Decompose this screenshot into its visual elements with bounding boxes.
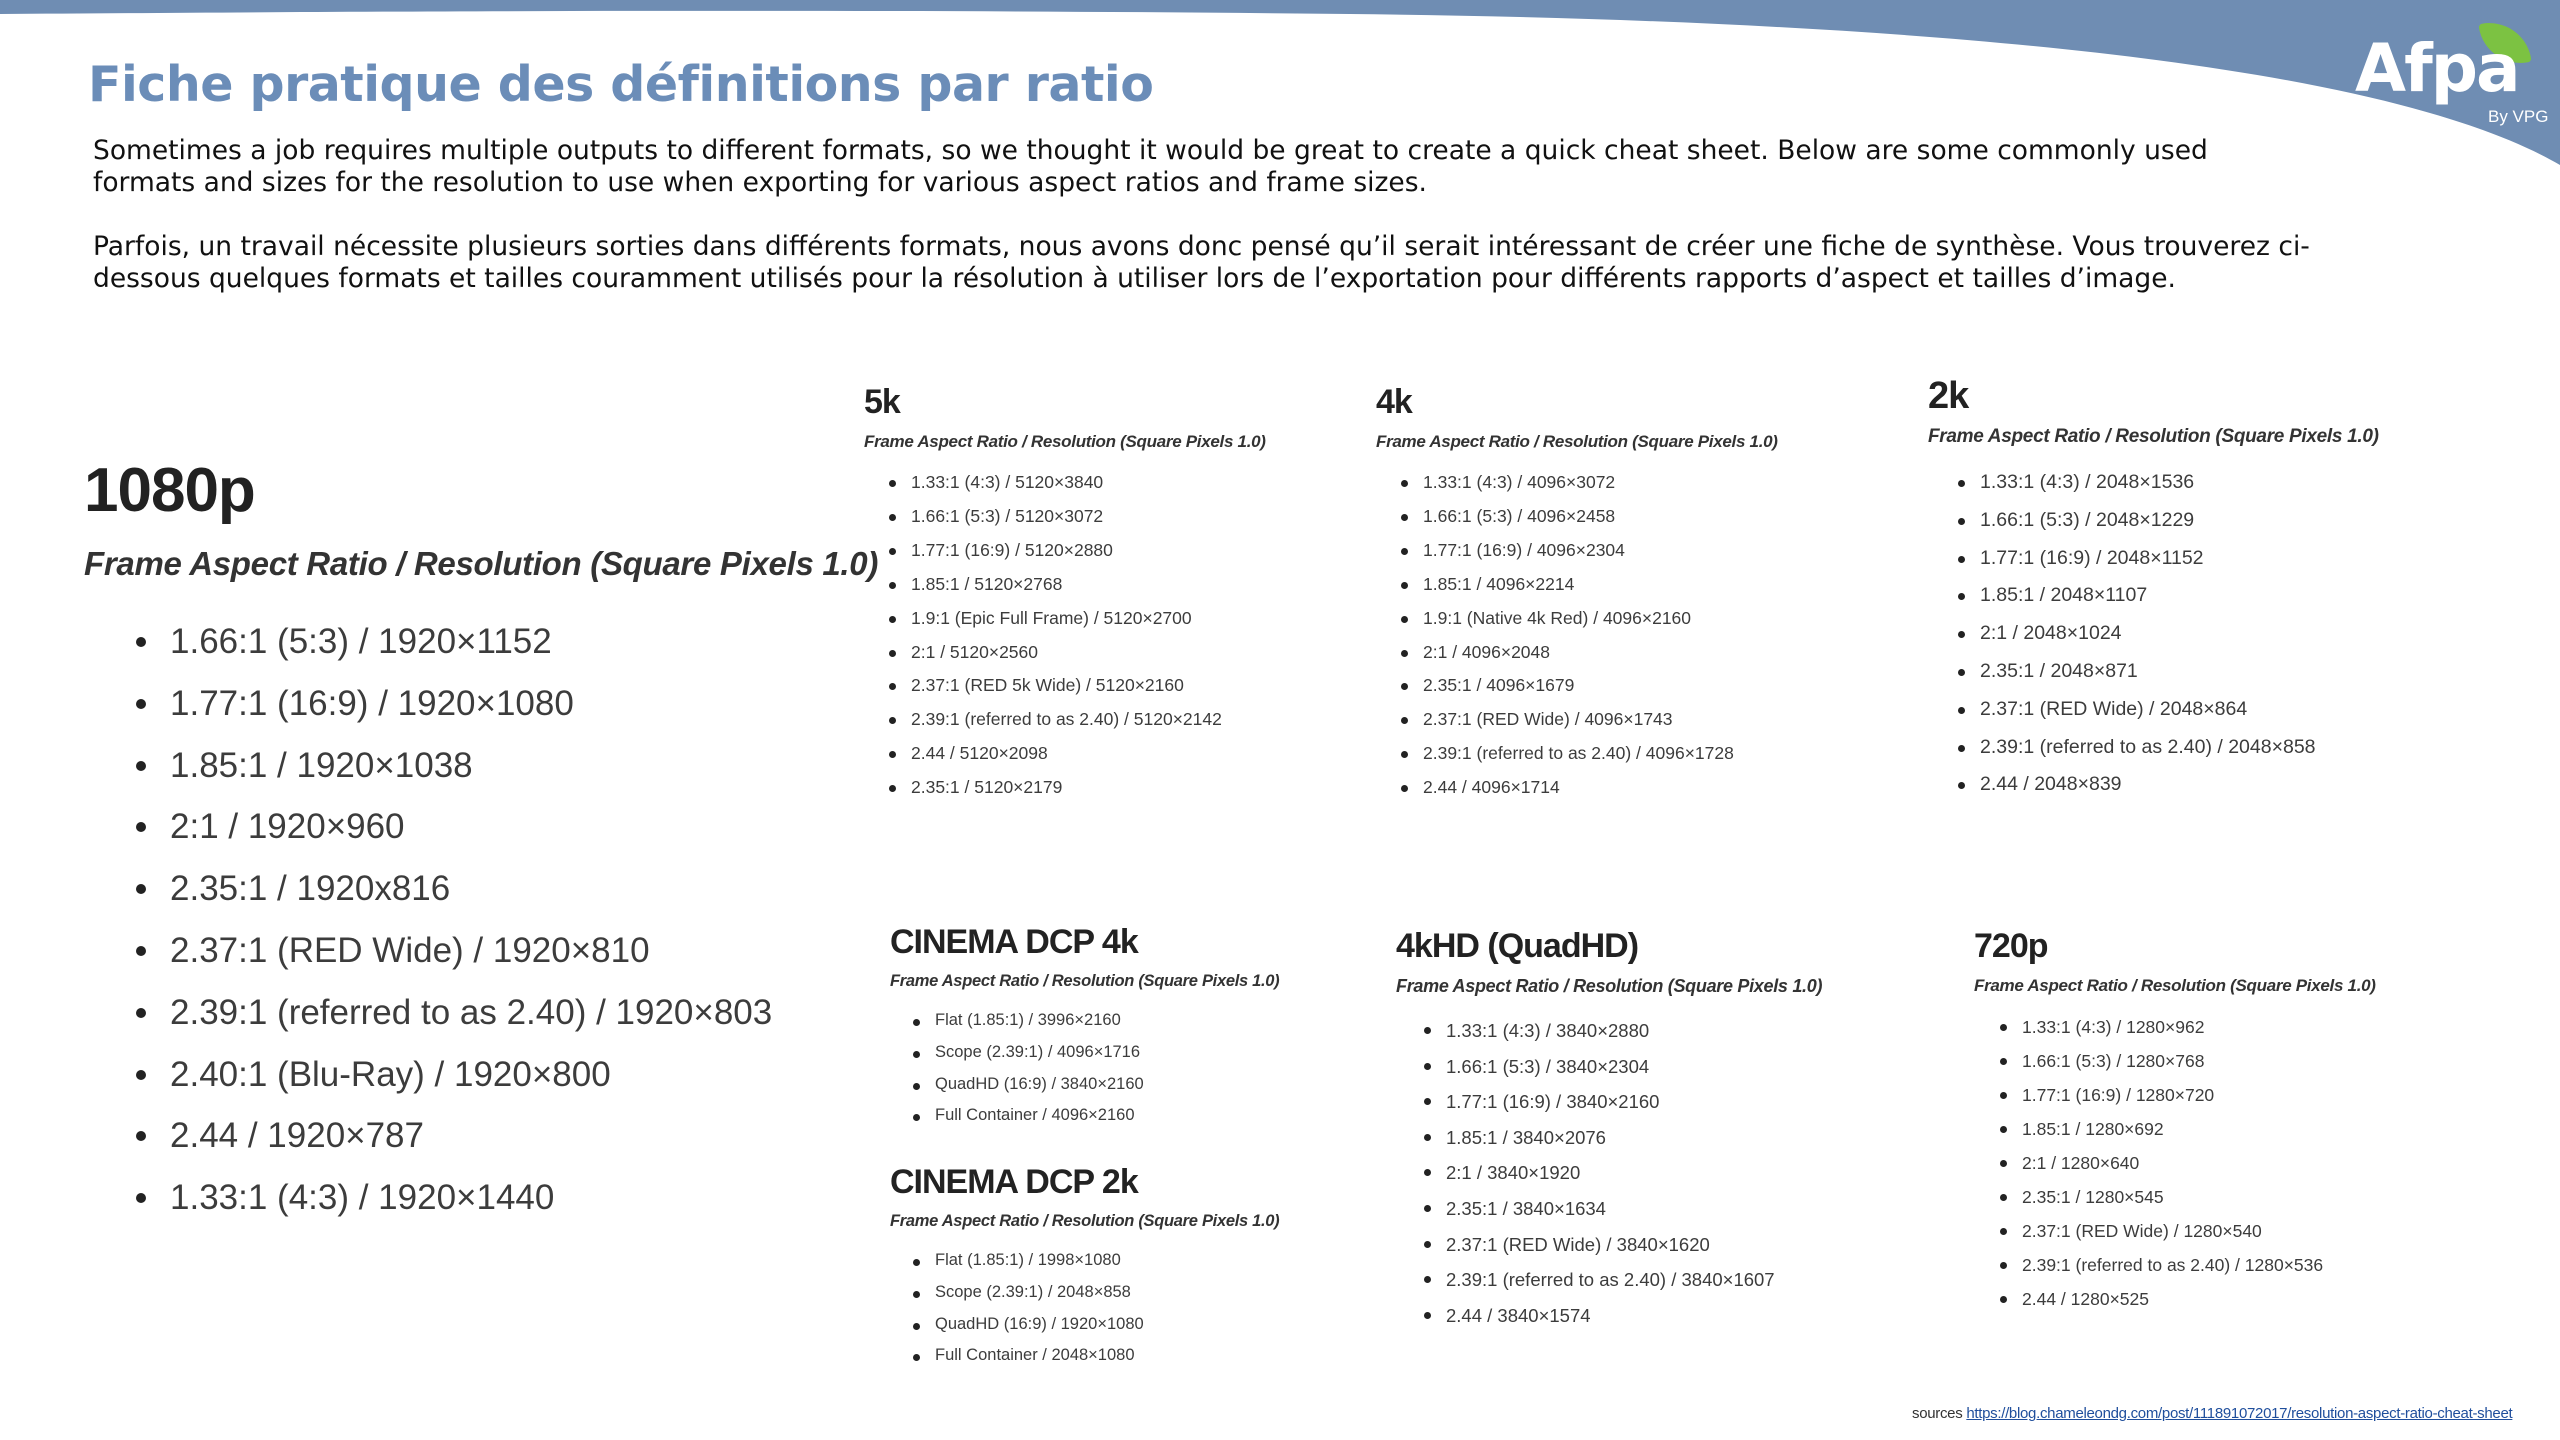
list-item: 2.35:1 / 4096×1679 <box>1423 669 1778 703</box>
resolution-list <box>911 466 1266 805</box>
list-item: 1.66:1 (5:3) / 5120×3072 <box>911 500 1266 534</box>
section-title: 720p <box>1974 927 2048 965</box>
logo-subtitle: By VPG <box>2488 107 2549 126</box>
list-item: 1.77:1 (16:9) / 2048×1152 <box>1980 540 2379 578</box>
list-item: 1.66:1 (5:3) / 1920×1152 <box>170 611 878 673</box>
list-item: Scope (2.39:1) / 4096×1716 <box>935 1037 1279 1069</box>
list-item: 2.37:1 (RED Wide) / 1280×540 <box>2022 1214 2376 1248</box>
list-item: 2.39:1 (referred to as 2.40) / 1280×536 <box>2022 1248 2376 1282</box>
list-item: 1.85:1 / 5120×2768 <box>911 568 1266 602</box>
list-item: 2:1 / 5120×2560 <box>911 636 1266 670</box>
sources-link[interactable]: https://blog.chameleondg.com/post/111891072017/resolution-aspect-ratio-cheat-sheet <box>1966 1405 2513 1422</box>
list-item: 2.39:1 (referred to as 2.40) / 4096×1728 <box>1423 737 1778 771</box>
list-item: 1.33:1 (4:3) / 1920×1440 <box>170 1167 878 1229</box>
list-item: 2.39:1 (referred to as 2.40) / 1920×803 <box>170 982 878 1044</box>
resolution-list <box>2022 1010 2376 1316</box>
list-item: QuadHD (16:9) / 1920×1080 <box>935 1309 1279 1341</box>
list-item: 1.66:1 (5:3) / 1280×768 <box>2022 1044 2376 1078</box>
list-item: 1.77:1 (16:9) / 1280×720 <box>2022 1078 2376 1112</box>
list-item: 2.44 / 4096×1714 <box>1423 771 1778 805</box>
list-item: 1.85:1 / 1920×1038 <box>170 735 878 797</box>
section-subtitle: Frame Aspect Ratio / Resolution (Square Pixels 1.0) <box>84 545 879 582</box>
section-1080p <box>84 455 878 1229</box>
list-item: Flat (1.85:1) / 3996×2160 <box>935 1005 1279 1037</box>
section-subtitle: Frame Aspect Ratio / Resolution (Square Pixels 1.0) <box>890 1212 1280 1230</box>
list-item: 2:1 / 1920×960 <box>170 796 878 858</box>
list-item: 1.33:1 (4:3) / 5120×3840 <box>911 466 1266 500</box>
section-title: 5k <box>864 383 900 421</box>
resolution-list <box>1980 464 2379 804</box>
list-item: Full Container / 2048×1080 <box>935 1340 1279 1372</box>
list-item: 1.33:1 (4:3) / 1280×962 <box>2022 1010 2376 1044</box>
list-item: 2.39:1 (referred to as 2.40) / 2048×858 <box>1980 729 2379 767</box>
list-item: 1.33:1 (4:3) / 3840×2880 <box>1446 1013 1822 1049</box>
section-title: 4k <box>1376 383 1412 421</box>
list-item: 2.39:1 (referred to as 2.40) / 5120×2142 <box>911 703 1266 737</box>
list-item: 2:1 / 2048×1024 <box>1980 615 2379 653</box>
list-item: QuadHD (16:9) / 3840×2160 <box>935 1069 1279 1101</box>
section-title: 2k <box>1928 375 1969 417</box>
list-item: 1.85:1 / 3840×2076 <box>1446 1120 1822 1156</box>
list-item: 1.77:1 (16:9) / 5120×2880 <box>911 534 1266 568</box>
section-subtitle: Frame Aspect Ratio / Resolution (Square Pixels 1.0) <box>1396 976 1823 996</box>
list-item: 1.66:1 (5:3) / 3840×2304 <box>1446 1049 1822 1085</box>
section-subtitle: Frame Aspect Ratio / Resolution (Square Pixels 1.0) <box>1928 426 2379 447</box>
sources-line <box>1912 1405 2512 1422</box>
list-item: 2.37:1 (RED Wide) / 3840×1620 <box>1446 1227 1822 1263</box>
list-item: 2:1 / 3840×1920 <box>1446 1155 1822 1191</box>
section-title: CINEMA DCP 4k <box>890 923 1138 961</box>
list-item: 2.35:1 / 1280×545 <box>2022 1180 2376 1214</box>
resolution-list <box>935 1245 1279 1372</box>
list-item: 1.85:1 / 4096×2214 <box>1423 568 1778 602</box>
section-4k <box>1376 382 1778 805</box>
list-item: 2:1 / 4096×2048 <box>1423 636 1778 670</box>
section-cinema-dcp-4k <box>890 922 1279 1132</box>
list-item: 2.44 / 3840×1574 <box>1446 1298 1822 1334</box>
section-cinema-dcp-2k <box>890 1162 1279 1372</box>
list-item: 1.85:1 / 2048×1107 <box>1980 577 2379 615</box>
list-item: 2.40:1 (Blu-Ray) / 1920×800 <box>170 1044 878 1106</box>
list-item: Scope (2.39:1) / 2048×858 <box>935 1277 1279 1309</box>
section-title: 4kHD (QuadHD) <box>1396 927 1639 965</box>
list-item: 2.44 / 1920×787 <box>170 1105 878 1167</box>
list-item: 1.33:1 (4:3) / 2048×1536 <box>1980 464 2379 502</box>
resolution-list <box>1446 1013 1822 1333</box>
section-subtitle: Frame Aspect Ratio / Resolution (Square Pixels 1.0) <box>890 972 1280 990</box>
section-720p <box>1974 926 2376 1316</box>
intro-french: Parfois, un travail nécessite plusieurs sorties dans différents formats, nous avons donc pensé qu’il serait intéressant de créer une fiche de synthèse. Vous trouverez ci-dessous quelques formats et tailles couramment utilisés pour la résolution à utiliser lors de l’exportation pour différents rapports d’aspect et tailles d’image. <box>93 231 2310 294</box>
list-item: 2.39:1 (referred to as 2.40) / 3840×1607 <box>1446 1262 1822 1298</box>
list-item: 1.66:1 (5:3) / 4096×2458 <box>1423 500 1778 534</box>
list-item: 2.37:1 (RED Wide) / 4096×1743 <box>1423 703 1778 737</box>
list-item: 1.9:1 (Epic Full Frame) / 5120×2700 <box>911 602 1266 636</box>
list-item: 2:1 / 1280×640 <box>2022 1146 2376 1180</box>
list-item: 2.44 / 5120×2098 <box>911 737 1266 771</box>
list-item: 2.35:1 / 3840×1634 <box>1446 1191 1822 1227</box>
section-5k <box>864 382 1266 805</box>
resolution-list <box>935 1005 1279 1132</box>
list-item: 2.37:1 (RED Wide) / 1920×810 <box>170 920 878 982</box>
list-item: 1.77:1 (16:9) / 4096×2304 <box>1423 534 1778 568</box>
list-item: 2.37:1 (RED 5k Wide) / 5120×2160 <box>911 669 1266 703</box>
list-item: 1.77:1 (16:9) / 3840×2160 <box>1446 1084 1822 1120</box>
list-item: 1.66:1 (5:3) / 2048×1229 <box>1980 502 2379 540</box>
resolution-list <box>170 611 878 1229</box>
list-item: 2.35:1 / 2048×871 <box>1980 653 2379 691</box>
resolution-list <box>1423 466 1778 805</box>
section-title: 1080p <box>84 456 255 525</box>
afpa-logo: Afpa <box>2355 30 2519 107</box>
intro-english: Sometimes a job requires multiple outputs to different formats, so we thought it would be great to create a quick cheat sheet. Below are some commonly used formats and sizes for the resolution to use when exporting for various aspect ratios and frame sizes. <box>93 135 2208 198</box>
section-2k <box>1928 376 2379 804</box>
list-item: 2.35:1 / 1920x816 <box>170 858 878 920</box>
section-subtitle: Frame Aspect Ratio / Resolution (Square Pixels 1.0) <box>864 432 1266 451</box>
list-item: Full Container / 4096×2160 <box>935 1100 1279 1132</box>
list-item: 2.44 / 1280×525 <box>2022 1282 2376 1316</box>
list-item: 1.85:1 / 1280×692 <box>2022 1112 2376 1146</box>
list-item: 2.35:1 / 5120×2179 <box>911 771 1266 805</box>
section-subtitle: Frame Aspect Ratio / Resolution (Square Pixels 1.0) <box>1974 976 2376 995</box>
list-item: 1.77:1 (16:9) / 1920×1080 <box>170 673 878 735</box>
section-4khd-quadhd <box>1396 926 1822 1333</box>
list-item: 1.9:1 (Native 4k Red) / 4096×2160 <box>1423 602 1778 636</box>
section-title: CINEMA DCP 2k <box>890 1163 1138 1201</box>
list-item: Flat (1.85:1) / 1998×1080 <box>935 1245 1279 1277</box>
list-item: 2.37:1 (RED Wide) / 2048×864 <box>1980 691 2379 729</box>
list-item: 1.33:1 (4:3) / 4096×3072 <box>1423 466 1778 500</box>
list-item: 2.44 / 2048×839 <box>1980 766 2379 804</box>
section-subtitle: Frame Aspect Ratio / Resolution (Square Pixels 1.0) <box>1376 432 1778 451</box>
sources-label: sources <box>1912 1405 1963 1422</box>
page-title: Fiche pratique des définitions par ratio <box>88 56 1154 113</box>
